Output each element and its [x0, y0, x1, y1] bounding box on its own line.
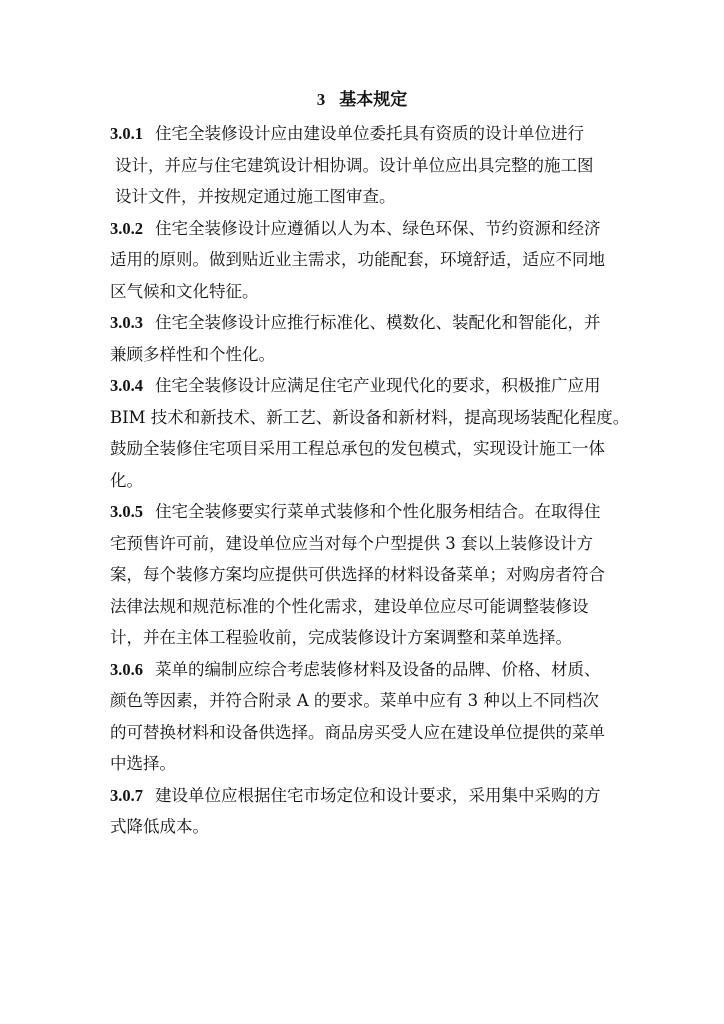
clause-line: 设计，并应与住宅建筑设计相协调。设计单位应出具完整的施工图 [115, 155, 594, 175]
clause-line: BIM 技术和新技术、新工艺、新设备和新材料，提高现场装配化程度。 [110, 407, 630, 427]
clause-line: 3.0.2 住宅全装修设计应遵循以人为本、绿色环保、节约资源和经济 [110, 218, 601, 238]
clause-line: 3.0.7 建设单位应根据住宅市场定位和设计要求，采用集中采购的方 [110, 785, 601, 805]
clause-line: 兼顾多样性和个性化。 [110, 344, 275, 364]
section-heading [0, 88, 724, 112]
clause-3-0-7 [110, 780, 618, 843]
clause-line: 3.0.5 住宅全装修要实行菜单式装修和个性化服务相结合。在取得住 [110, 502, 601, 521]
clause-line: 的可替换材料和设备供选择。商品房买受人应在建设单位提供的菜单 [110, 722, 605, 742]
clause-line: 式降低成本。 [110, 817, 209, 836]
clause-line: 适用的原则。做到贴近业主需求，功能配套，环境舒适，适应不同地 [110, 250, 605, 269]
clause-3-0-4 [110, 370, 630, 496]
section-number: 3 [316, 90, 326, 109]
clause-number: 3.0.5 [110, 502, 143, 521]
clause-line: 3.0.3 住宅全装修设计应推行标准化、模数化、装配化和智能化，并 [110, 313, 601, 332]
clause-3-0-5 [110, 496, 618, 654]
clause-line: 计，并在主体工程验收前，完成装修设计方案调整和菜单选择。 [110, 628, 572, 647]
clause-number: 3.0.3 [110, 313, 143, 332]
clause-number: 3.0.2 [110, 218, 143, 238]
clause-line: 化。 [110, 470, 143, 490]
clause-line: 3.0.1 住宅全装修设计应由建设单位委托具有资质的设计单位进行 [110, 124, 584, 143]
clause-line: 3.0.4 住宅全装修设计应满足住宅产业现代化的要求，积极推广应用 [110, 376, 601, 395]
clause-3-0-2 [110, 213, 618, 308]
clause-line: 区气候和文化特征。 [110, 281, 259, 301]
clause-3-0-3 [110, 307, 618, 370]
clause-line: 鼓励全装修住宅项目采用工程总承包的发包模式，实现设计施工一体 [110, 439, 605, 458]
clause-list [110, 118, 630, 843]
clause-line: 颜色等因素，并符合附录 A 的要求。菜单中应有 3 种以上不同档次 [110, 691, 599, 710]
section-title: 基本规定 [339, 90, 408, 110]
clause-line: 宅预售许可前，建设单位应当对每个户型提供 3 套以上装修设计方 [110, 533, 593, 553]
clause-line: 3.0.6 菜单的编制应综合考虑装修材料及设备的品牌、价格、材质、 [110, 659, 601, 679]
clause-number: 3.0.1 [110, 124, 143, 143]
clause-number: 3.0.7 [110, 785, 143, 805]
clause-3-0-6 [110, 654, 618, 780]
clause-3-0-1 [110, 118, 618, 213]
clause-number: 3.0.6 [110, 659, 143, 679]
clause-line: 设计文件，并按规定通过施工图审查。 [115, 187, 396, 206]
clause-line: 中选择。 [110, 754, 176, 773]
clause-number: 3.0.4 [110, 376, 143, 395]
clause-line: 案，每个装修方案均应提供可供选择的材料设备菜单；对购房者符合 [110, 565, 605, 584]
clause-line: 法律法规和规范标准的个性化需求，建设单位应尽可能调整装修设 [110, 596, 589, 616]
